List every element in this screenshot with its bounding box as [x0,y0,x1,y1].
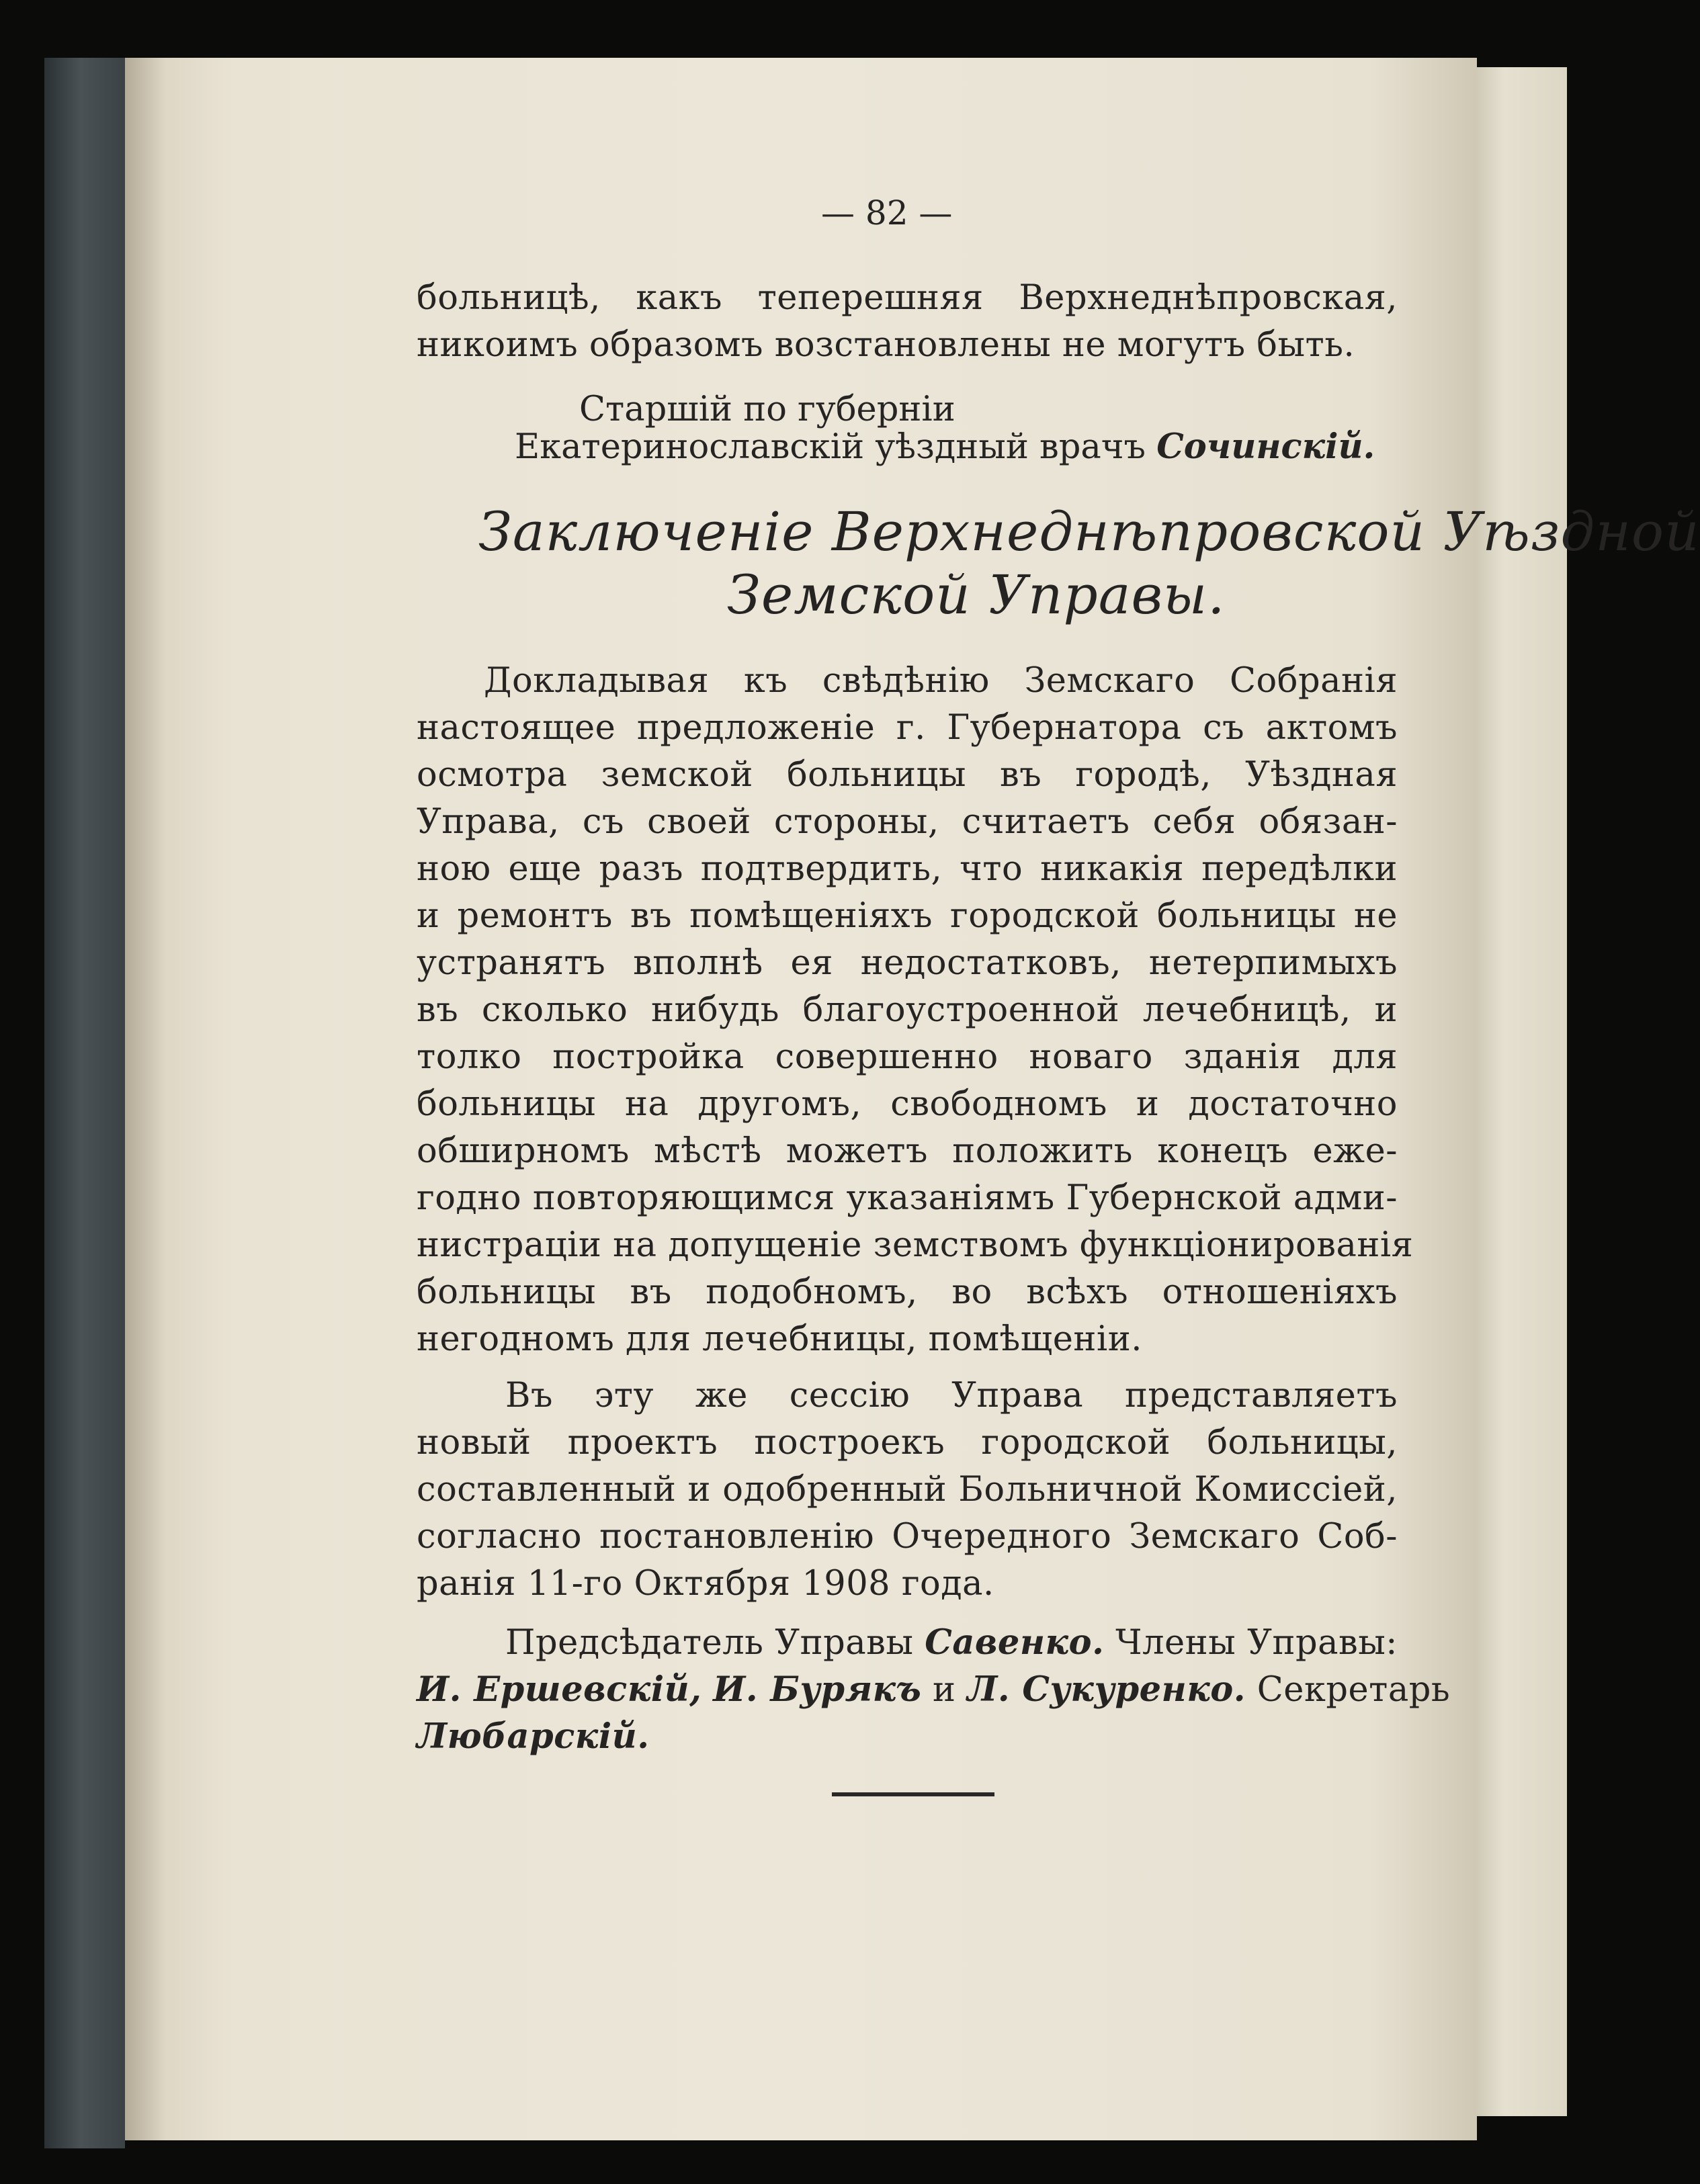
secretary-label: Секретарь [1257,1670,1451,1710]
signature-name: Сочинскій. [1156,427,1375,467]
member-name: И. Ершевскій, [417,1669,702,1710]
text-line: Докладывая къ свѣдѣнію Земскаго Собранія [484,661,1398,701]
text-line: никоимъ образомъ возстановлены не могутъ быть. [417,325,1355,365]
member-name: И. Бурякъ [713,1669,922,1710]
signature-title: Старшій по губерніи [579,390,955,429]
text-line: больницѣ, какъ теперешняя Верхнеднѣпровская, [417,278,1398,318]
secretary-name: Любарскій. [417,1716,650,1757]
text-line: въ сколько нибудь благоустроенной лечебницѣ, и [417,990,1398,1030]
text-line: устранятъ вполнѣ ея недостатковъ, нетерпимыхъ [417,943,1398,983]
text-line: Управа, съ своей стороны, считаетъ себя обязан- [417,802,1398,842]
member-name: Л. Сукуренко. [967,1669,1246,1710]
section-heading-line2: Земской Управы. [727,564,1226,626]
closing-line1 [505,1622,1398,1663]
chair-name: Савенко. [925,1622,1105,1663]
text-line: составленный и одобренный Больничной Комиссіей, [417,1470,1398,1510]
text-line: осмотра земской больницы въ городѣ, Уѣздная [417,755,1398,795]
chair-label: Предсѣдатель Управы [505,1623,914,1663]
closing-line2 [417,1669,1451,1710]
text-line: нистраціи на допущеніе земствомъ функціонированія [417,1225,1414,1265]
page-number: — 82 — [821,193,953,232]
text-line: ранія 11-го Октября 1908 года. [417,1564,994,1604]
text-line: новый проектъ построекъ городской больницы, [417,1423,1398,1462]
members-label: Члены Управы: [1115,1623,1398,1663]
conjunction: и [933,1670,956,1710]
text-line: ною еще разъ подтвердить, что никакія передѣлки [417,849,1398,889]
text-line: и ремонтъ въ помѣщеніяхъ городской больницы не [417,896,1398,936]
signature-position [515,427,1375,467]
book-cover-edge [44,58,125,2148]
closing-line3 [417,1716,1398,1757]
next-page-edge [1477,67,1567,2116]
text-line: негодномъ для лечебницы, помѣщеніи. [417,1319,1142,1359]
section-heading-line1: Заключеніе Верхнеднѣпровской Уѣздной [478,500,1700,563]
text-line: больницы на другомъ, свободномъ и достаточно [417,1084,1398,1124]
end-rule [832,1792,994,1796]
text-line: толко постройка совершенно новаго зданія для [417,1037,1398,1077]
text-line: настоящее предложеніе г. Губернатора съ актомъ [417,708,1398,748]
page-gutter-shadow [125,58,165,2140]
text-line: годно повторяющимся указаніямъ Губернской адми- [417,1178,1398,1218]
text-line: Въ эту же сессію Управа представляетъ [505,1376,1398,1415]
text-line: больницы въ подобномъ, во всѣхъ отношеніяхъ [417,1272,1398,1312]
signature-position-text: Екатеринославскій уѣздный врачъ [515,427,1146,467]
text-line: согласно постановленію Очередного Земскаго Соб- [417,1517,1398,1557]
text-line: обширномъ мѣстѣ можетъ положить конецъ еже- [417,1131,1398,1171]
